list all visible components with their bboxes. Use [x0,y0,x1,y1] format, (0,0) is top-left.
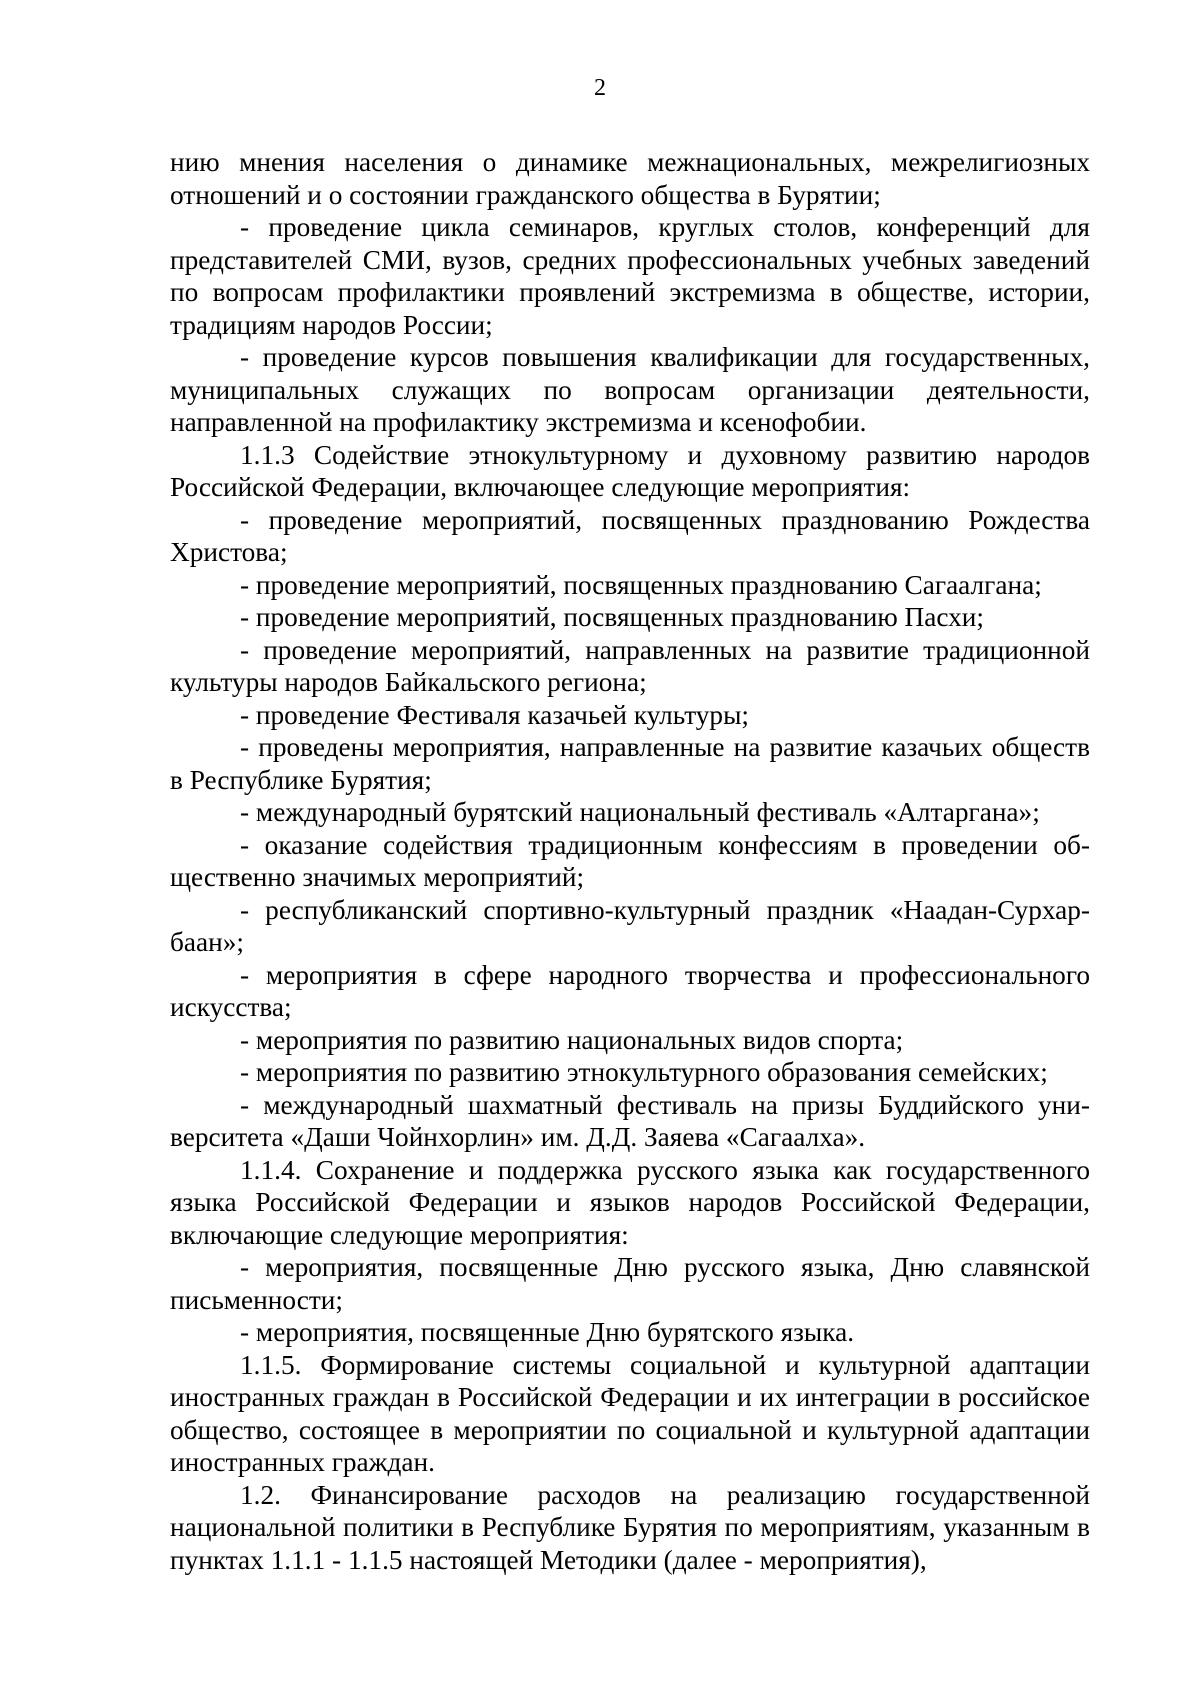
list-item: - проведение Фестиваля казачьей культуры; [240,699,750,730]
paragraph: нию мнения населения о динамике межнациональных, межрелигиозных отношений и о состоянии гражданского общества в Бурятии; [170,147,1090,210]
list-item: - проведены мероприятия, направленные на развитие казачьих обществ в Республике Бурятия; [170,732,1090,795]
list-item: - мероприятия по развитию национальных видов спорта; [240,1024,904,1055]
list-item: - мероприятия, посвященные Дню русского языка, Дню славянской письменности; [170,1252,1090,1315]
paragraph: - проведение курсов повышения квалификации для государственных, муниципальных служащих по вопросам организации деятельности, направленной на профилактику экстремизма и ксенофобии. [170,342,1090,437]
list-item: - оказание содействия традиционным конфессиям в проведении общественно значимых мероприятий; [170,829,1090,892]
list-item: - мероприятия, посвященные Дню бурятского языка. [240,1317,855,1347]
list-item: - мероприятия по развитию этнокультурного образования семейских; [240,1057,1048,1087]
list-item: - проведение мероприятий, посвященных празднованию Сагаалгана; [240,569,1042,600]
section-paragraph: 1.1.4. Сохранение и поддержка русского языка как государственного языка Российской Федерации и языков народов Российской Федерации, включающие следующие мероприятия: [170,1154,1090,1250]
list-item: - проведение мероприятий, направленных на развитие традиционной культуры народов Байкальского региона; [170,634,1090,697]
list-item: - международный бурятский национальный фестиваль «Алтаргана»; [240,797,1040,827]
paragraph: - проведение цикла семинаров, круглых столов, конференций для представителей СМИ, вузов, средних профессиональных учебных заведений по вопросам профилактики проявлений экстремизма в обществе, истории, традициям народов России; [170,212,1090,340]
section-paragraph: 1.1.3 Содействие этнокультурному и духовному развитию народов Российской Федерации, включающее следующие мероприятия: [170,439,1090,502]
page-number: 2 [594,75,606,101]
list-item: - проведение мероприятий, посвященных празднованию Пасхи; [240,602,984,632]
list-item: - международный шахматный фестиваль на призы Буддийского университета «Даши Чойнхорлин» им. Д.Д. Заяева «Сагаалха». [170,1089,1090,1152]
section-paragraph: 1.2. Финансирование расходов на реализацию государственной национальной политики в Республике Бурятия по мероприятиям, указанным в пунктах 1.1.1 - 1.1.5 настоящей Методики (далее - мероприятия), [170,1479,1090,1575]
list-item: - мероприятия в сфере народного творчества и профессионального искусства; [170,959,1090,1022]
list-item: - проведение мероприятий, посвященных празднованию Рождества Христова; [170,504,1090,567]
list-item: - республиканский спортивно-культурный праздник «Наадан-Сурхарбаан»; [170,894,1090,957]
section-paragraph: 1.1.5. Формирование системы социальной и культурной адаптации иностранных граждан в Российской Федерации и их интеграции в российское общество, состоящее в мероприятии по социальной и культурной адаптации иностранных граждан. [170,1349,1090,1477]
document-body [170,146,1090,1576]
